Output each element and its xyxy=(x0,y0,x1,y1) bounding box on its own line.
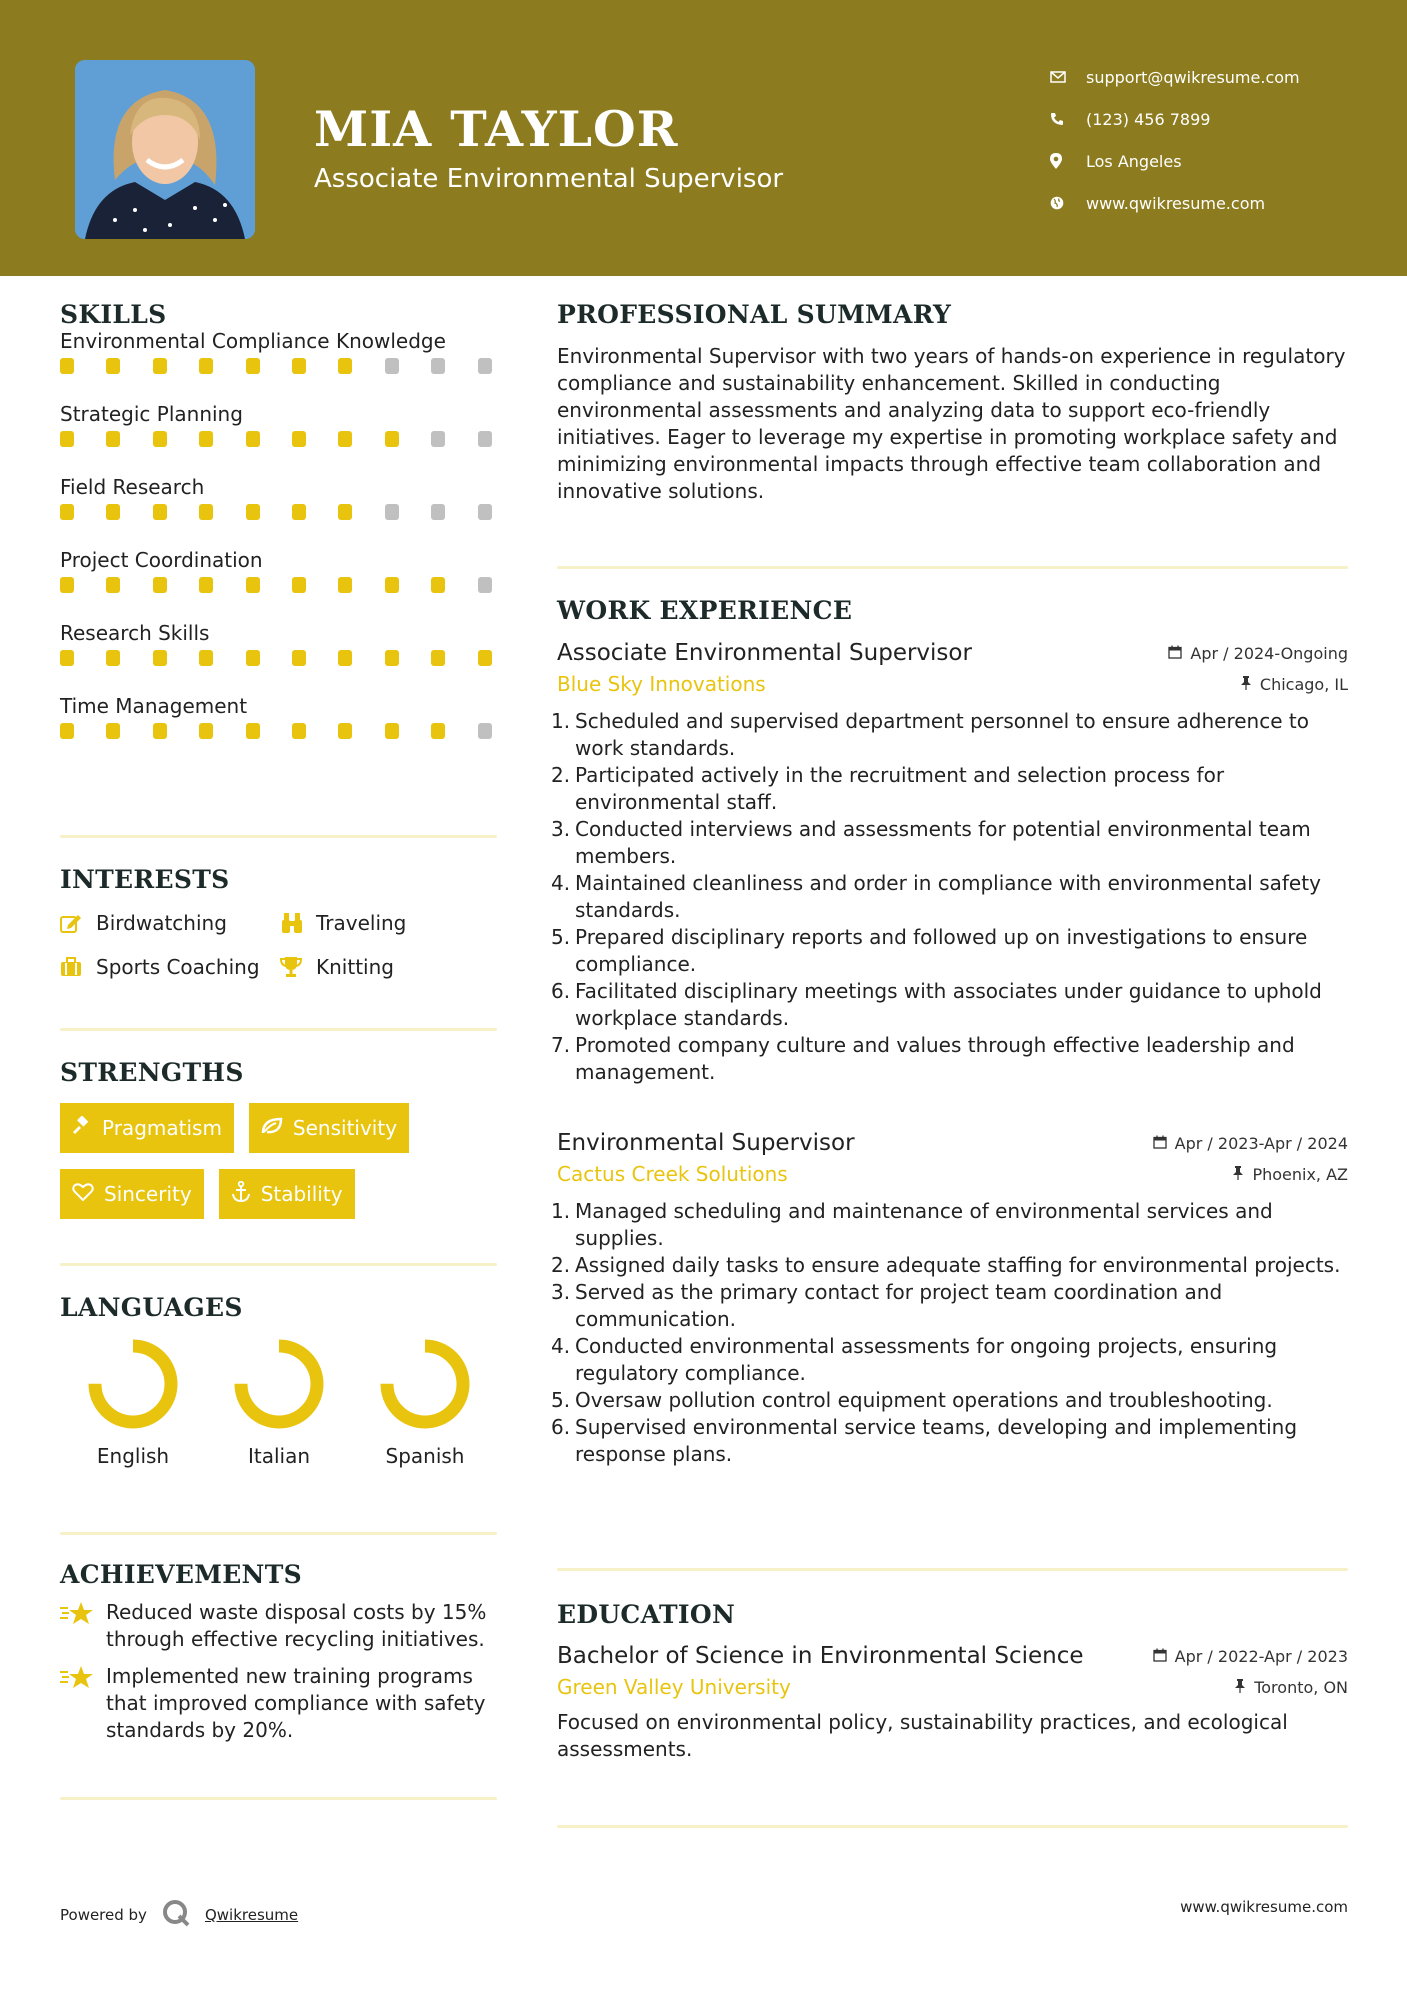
rating-dot-empty xyxy=(385,358,399,374)
pencil-square-icon xyxy=(60,913,96,933)
responsibility-text: Participated actively in the recruitment and selection process for environmental staff. xyxy=(575,763,1225,814)
contact-website-text: www.qwikresume.com xyxy=(1086,193,1266,213)
education-dates xyxy=(1153,1647,1348,1666)
pushpin-icon xyxy=(1234,1678,1246,1697)
calendar-icon xyxy=(1153,1647,1167,1666)
powered-by-text: Powered by xyxy=(60,1906,147,1924)
language-item xyxy=(352,1338,498,1468)
leaf-icon xyxy=(261,1116,283,1140)
qwikresume-link[interactable]: Qwikresume xyxy=(204,1906,299,1924)
divider xyxy=(60,1028,497,1031)
education-location-text: Toronto, ON xyxy=(1254,1677,1348,1697)
profile-photo xyxy=(75,60,255,239)
rating-dot-filled xyxy=(106,504,120,520)
job-responsibilities xyxy=(551,708,1348,1086)
calendar-icon xyxy=(1153,1134,1167,1153)
contact-phone[interactable] xyxy=(1050,98,1390,140)
job-dates-text: Apr / 2024-Ongoing xyxy=(1190,643,1348,663)
skill-name: Research Skills xyxy=(60,621,210,645)
responsibility-item xyxy=(551,1279,1348,1333)
rating-dot-filled xyxy=(246,650,260,666)
rating-dot-filled xyxy=(106,650,120,666)
job-dates-text: Apr / 2023-Apr / 2024 xyxy=(1174,1133,1348,1153)
divider xyxy=(557,1568,1348,1571)
divider xyxy=(60,1797,497,1800)
interest-label: Knitting xyxy=(316,955,394,979)
language-level-ring xyxy=(379,1338,471,1430)
responsibility-text: Served as the primary contact for project team coordination and communication. xyxy=(575,1280,1223,1331)
job-company: Cactus Creek Solutions xyxy=(557,1162,788,1186)
rating-dot-empty xyxy=(478,431,492,447)
rating-dot-filled xyxy=(60,723,74,739)
education-section xyxy=(557,1600,1348,1763)
job-entry xyxy=(551,640,1348,1086)
responsibility-item xyxy=(551,1252,1348,1279)
rating-dot-filled xyxy=(292,650,306,666)
rating-dot-filled xyxy=(431,650,445,666)
job-dates xyxy=(1153,1134,1348,1153)
interests-section xyxy=(60,865,480,982)
strength-pill xyxy=(219,1169,355,1219)
rating-dot-filled xyxy=(246,504,260,520)
rating-dot-filled xyxy=(478,650,492,666)
rating-dot-filled xyxy=(338,577,352,593)
languages-section xyxy=(60,1293,498,1468)
skill-rating xyxy=(60,431,524,447)
responsibility-item xyxy=(551,708,1348,762)
skill-item xyxy=(60,470,524,543)
rating-dot-filled xyxy=(338,650,352,666)
contact-location xyxy=(1050,140,1390,182)
responsibility-text: Conducted interviews and assessments for potential environmental team members. xyxy=(575,817,1311,868)
rating-dot-filled xyxy=(385,577,399,593)
contact-email-text: support@qwikresume.com xyxy=(1086,67,1300,87)
language-level-ring xyxy=(87,1338,179,1430)
language-item xyxy=(206,1338,352,1468)
rating-dot-filled xyxy=(385,650,399,666)
summary-section xyxy=(557,300,1348,505)
responsibility-text: Scheduled and supervised department personnel to ensure adherence to work standards. xyxy=(575,709,1309,760)
rating-dot-empty xyxy=(431,504,445,520)
candidate-name: MIA TAYLOR xyxy=(314,100,679,158)
rating-dot-filled xyxy=(60,358,74,374)
skills-title: SKILLS xyxy=(60,300,167,329)
location-pin-icon xyxy=(1050,153,1086,169)
skills-section xyxy=(60,300,497,718)
contact-phone-text: (123) 456 7899 xyxy=(1086,109,1211,129)
trophy-icon xyxy=(280,956,316,978)
pushpin-icon xyxy=(1232,1165,1244,1184)
responsibility-item xyxy=(551,1333,1348,1387)
achievement-item xyxy=(60,1599,506,1653)
resume-header xyxy=(0,0,1407,276)
rating-dot-filled xyxy=(338,431,352,447)
skill-item xyxy=(60,397,524,470)
contact-email[interactable] xyxy=(1050,56,1390,98)
list-number: 2. xyxy=(551,763,571,787)
strength-label: Sincerity xyxy=(104,1182,192,1206)
divider xyxy=(557,566,1348,569)
responsibility-item xyxy=(551,816,1348,870)
interest-item xyxy=(60,952,280,982)
rating-dot-filled xyxy=(292,723,306,739)
language-item xyxy=(60,1338,206,1468)
language-level-arc xyxy=(387,1346,463,1422)
strength-label: Stability xyxy=(260,1182,343,1206)
responsibility-text: Prepared disciplinary reports and followed up on investigations to ensure compliance. xyxy=(575,925,1308,976)
languages-list xyxy=(60,1338,498,1468)
pushpin-icon xyxy=(1240,675,1252,694)
list-number: 5. xyxy=(551,1388,571,1412)
responsibility-text: Supervised environmental service teams, developing and implementing response plans. xyxy=(575,1415,1298,1466)
rating-dot-filled xyxy=(153,577,167,593)
education-degree: Bachelor of Science in Environmental Science xyxy=(557,1643,1084,1669)
achievement-text: Reduced waste disposal costs by 15% through effective recycling initiatives. xyxy=(106,1600,487,1651)
gavel-icon xyxy=(72,1116,92,1141)
responsibility-item xyxy=(551,1032,1348,1086)
left-column xyxy=(60,300,497,1742)
skill-item xyxy=(60,543,524,616)
responsibility-item xyxy=(551,1414,1348,1468)
job-entry xyxy=(551,1130,1348,1468)
list-number: 1. xyxy=(551,1199,571,1223)
star-icon xyxy=(60,1663,106,1744)
responsibility-text: Oversaw pollution control equipment operations and troubleshooting. xyxy=(575,1388,1273,1412)
list-number: 5. xyxy=(551,925,571,949)
education-description: Focused on environmental policy, sustainability practices, and ecological assessments. xyxy=(557,1710,1288,1761)
list-number: 6. xyxy=(551,979,571,1003)
rating-dot-filled xyxy=(106,577,120,593)
strength-label: Pragmatism xyxy=(102,1116,222,1140)
skill-item xyxy=(60,616,524,689)
rating-dot-filled xyxy=(292,577,306,593)
strength-label: Sensitivity xyxy=(292,1116,398,1140)
rating-dot-filled xyxy=(431,577,445,593)
rating-dot-filled xyxy=(199,577,213,593)
interest-item xyxy=(60,908,280,938)
job-role: Environmental Supervisor xyxy=(557,1130,855,1156)
strengths-section xyxy=(60,1058,409,1219)
list-number: 1. xyxy=(551,709,571,733)
divider xyxy=(60,1263,497,1266)
achievements-title: ACHIEVEMENTS xyxy=(60,1560,302,1589)
summary-title: PROFESSIONAL SUMMARY xyxy=(557,300,952,329)
rating-dot-filled xyxy=(292,504,306,520)
achievement-text: Implemented new training programs that improved compliance with safety standards by 20%. xyxy=(106,1664,486,1742)
strength-pill xyxy=(60,1103,234,1153)
rating-dot-filled xyxy=(199,504,213,520)
skill-rating xyxy=(60,723,524,739)
interest-item xyxy=(280,908,480,938)
rating-dot-filled xyxy=(199,358,213,374)
anchor-icon xyxy=(231,1181,251,1208)
languages-title: LANGUAGES xyxy=(60,1293,243,1322)
responsibility-text: Managed scheduling and maintenance of environmental services and supplies. xyxy=(575,1199,1273,1250)
language-name: Italian xyxy=(247,1444,311,1468)
education-location xyxy=(1234,1678,1348,1697)
job-company: Blue Sky Innovations xyxy=(557,672,766,696)
education-dates-text: Apr / 2022-Apr / 2023 xyxy=(1174,1646,1348,1666)
rating-dot-filled xyxy=(60,504,74,520)
rating-dot-filled xyxy=(246,577,260,593)
divider xyxy=(557,1825,1348,1828)
responsibility-text: Maintained cleanliness and order in compliance with environmental safety standards. xyxy=(575,871,1321,922)
strengths-title: STRENGTHS xyxy=(60,1058,244,1087)
rating-dot-filled xyxy=(153,358,167,374)
rating-dot-filled xyxy=(338,358,352,374)
strength-pill xyxy=(60,1169,204,1219)
responsibility-item xyxy=(551,870,1348,924)
rating-dot-empty xyxy=(478,723,492,739)
rating-dot-filled xyxy=(199,431,213,447)
list-number: 7. xyxy=(551,1033,571,1057)
rating-dot-empty xyxy=(385,504,399,520)
rating-dot-filled xyxy=(338,504,352,520)
rating-dot-filled xyxy=(385,723,399,739)
education-school: Green Valley University xyxy=(557,1675,791,1699)
summary-text: Environmental Supervisor with two years of hands-on experience in regulatory compliance and sustainability enhancement. Skilled in conducting environmental assessments and analyzing data to support eco-friendly initiatives. Eager to leverage my expertise in promoting workplace safety and minimizing environmental impacts through effective team collaboration and innovative solutions. xyxy=(557,344,1346,503)
avatar xyxy=(75,60,255,239)
skill-name: Time Management xyxy=(60,694,248,718)
binoculars-icon xyxy=(280,912,316,934)
qwikresume-logo-icon xyxy=(161,1898,191,1932)
job-location xyxy=(1240,675,1348,694)
responsibility-text: Promoted company culture and values through effective leadership and management. xyxy=(575,1033,1295,1084)
divider xyxy=(60,835,497,838)
phone-icon xyxy=(1050,112,1086,126)
contact-website[interactable] xyxy=(1050,182,1390,224)
rating-dot-empty xyxy=(478,358,492,374)
skill-rating xyxy=(60,358,524,374)
skill-rating xyxy=(60,504,524,520)
responsibility-item xyxy=(551,978,1348,1032)
rating-dot-filled xyxy=(60,650,74,666)
briefcase-icon xyxy=(60,957,96,977)
responsibility-text: Assigned daily tasks to ensure adequate staffing for environmental projects. xyxy=(575,1253,1341,1277)
skill-rating xyxy=(60,650,524,666)
experience-title: WORK EXPERIENCE xyxy=(557,596,853,625)
interest-label: Sports Coaching xyxy=(96,955,260,979)
job-location-text: Chicago, IL xyxy=(1259,674,1348,694)
responsibility-item xyxy=(551,762,1348,816)
rating-dot-filled xyxy=(199,723,213,739)
calendar-icon xyxy=(1168,644,1182,663)
skills-list xyxy=(60,324,524,762)
rating-dot-filled xyxy=(431,723,445,739)
globe-icon xyxy=(1050,196,1086,210)
responsibility-text: Facilitated disciplinary meetings with associates under guidance to uphold workplace standards. xyxy=(575,979,1322,1030)
star-icon xyxy=(60,1599,106,1653)
skill-name: Environmental Compliance Knowledge xyxy=(60,329,446,353)
rating-dot-filled xyxy=(60,431,74,447)
envelope-icon xyxy=(1050,71,1086,83)
list-number: 6. xyxy=(551,1415,571,1439)
rating-dot-empty xyxy=(431,358,445,374)
rating-dot-filled xyxy=(246,358,260,374)
achievement-item xyxy=(60,1663,506,1744)
candidate-title: Associate Environmental Supervisor xyxy=(314,164,784,194)
rating-dot-filled xyxy=(60,577,74,593)
rating-dot-filled xyxy=(106,358,120,374)
rating-dot-filled xyxy=(153,431,167,447)
list-number: 4. xyxy=(551,871,571,895)
interest-label: Traveling xyxy=(316,911,407,935)
language-level-ring xyxy=(233,1338,325,1430)
responsibility-text: Conducted environmental assessments for ongoing projects, ensuring regulatory compliance. xyxy=(575,1334,1278,1385)
rating-dot-empty xyxy=(478,504,492,520)
list-number: 4. xyxy=(551,1334,571,1358)
rating-dot-filled xyxy=(338,723,352,739)
rating-dot-filled xyxy=(199,650,213,666)
skill-name: Strategic Planning xyxy=(60,402,243,426)
heart-icon xyxy=(72,1182,94,1207)
job-dates xyxy=(1168,644,1348,663)
job-role: Associate Environmental Supervisor xyxy=(557,640,972,666)
skill-item xyxy=(60,324,524,397)
interest-item xyxy=(280,952,480,982)
skill-rating xyxy=(60,577,524,593)
rating-dot-empty xyxy=(431,431,445,447)
responsibility-item xyxy=(551,1198,1348,1252)
rating-dot-filled xyxy=(385,431,399,447)
interest-label: Birdwatching xyxy=(96,911,227,935)
responsibility-item xyxy=(551,1387,1348,1414)
list-number: 2. xyxy=(551,1253,571,1277)
language-name: English xyxy=(96,1444,170,1468)
rating-dot-filled xyxy=(246,431,260,447)
rating-dot-filled xyxy=(292,431,306,447)
achievements-section xyxy=(60,1560,506,1744)
language-level-arc xyxy=(241,1346,317,1422)
footer-left xyxy=(60,1898,298,1932)
rating-dot-filled xyxy=(246,723,260,739)
education-title: EDUCATION xyxy=(557,1600,736,1629)
strength-pill xyxy=(249,1103,409,1153)
skill-item xyxy=(60,689,524,762)
job-location-text: Phoenix, AZ xyxy=(1252,1164,1348,1184)
rating-dot-filled xyxy=(106,431,120,447)
rating-dot-filled xyxy=(153,650,167,666)
list-number: 3. xyxy=(551,1280,571,1304)
job-responsibilities xyxy=(551,1198,1348,1468)
rating-dot-empty xyxy=(478,577,492,593)
skill-name: Field Research xyxy=(60,475,205,499)
footer-url[interactable]: www.qwikresume.com xyxy=(1180,1898,1348,1916)
divider xyxy=(60,1532,497,1535)
rating-dot-filled xyxy=(292,358,306,374)
job-location xyxy=(1232,1165,1348,1184)
contact-location-text: Los Angeles xyxy=(1086,151,1182,171)
rating-dot-filled xyxy=(153,723,167,739)
contact-list xyxy=(1050,56,1390,224)
rating-dot-filled xyxy=(106,723,120,739)
interests-title: INTERESTS xyxy=(60,865,230,894)
list-number: 3. xyxy=(551,817,571,841)
responsibility-item xyxy=(551,924,1348,978)
language-name: Spanish xyxy=(385,1444,465,1468)
skill-name: Project Coordination xyxy=(60,548,263,572)
rating-dot-filled xyxy=(153,504,167,520)
language-level-arc xyxy=(95,1346,171,1422)
right-column xyxy=(551,300,1348,1761)
